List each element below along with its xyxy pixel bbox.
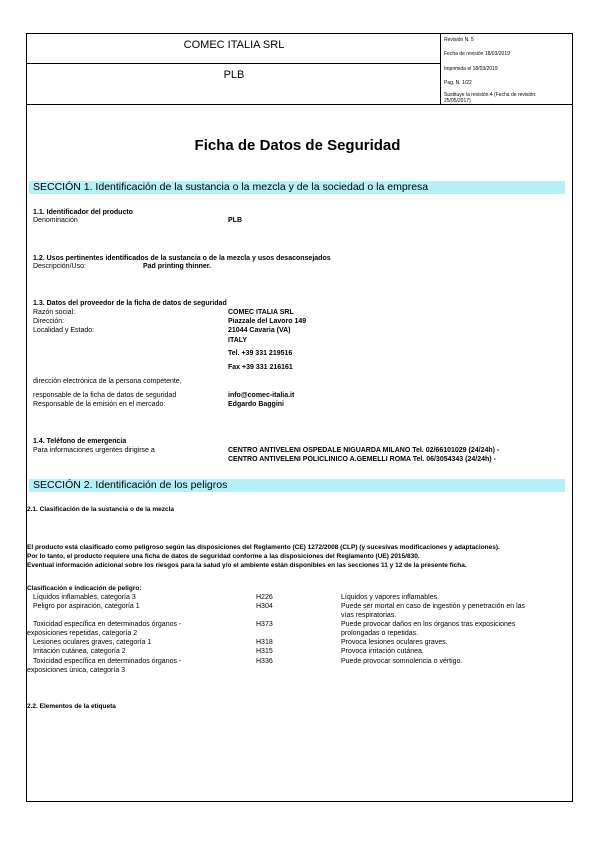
hazard-code: H336: [256, 658, 273, 665]
hazard-class: Toxicidad específica en determinados órganos -: [33, 658, 182, 665]
s21-paragraph: El producto está clasificado como peligroso según las disposiciones del Reglamento (CE) 1272/2008 (CLP) (y sucesivas modificaciones y adaptaciones).: [27, 544, 500, 551]
s11-label: Denominación: [33, 217, 78, 224]
hazard-code: H318: [256, 639, 273, 646]
class-title: Clasificación e indicación de peligro:: [27, 585, 142, 592]
s13-title: 1.3. Datos del proveedor de la ficha de datos de seguridad: [33, 300, 227, 307]
hazard-statement: Provoca lesiones oculares graves.: [341, 639, 448, 646]
hazard-class: Irritación cutánea, categoría 2: [33, 648, 126, 655]
s13-value: Piazzale del Lavoro 149: [228, 318, 307, 325]
header-company: COMEC ITALIA SRL: [183, 39, 285, 51]
s13-emit-label: Responsable de la emisión en el mercado:: [33, 401, 166, 408]
s12-title: 1.2. Usos pertinentes identificados de la sustancia o de la mezcla y usos desaconsejados: [33, 255, 331, 262]
hazard-statement: Puede ser mortal en caso de ingestión y penetración en las: [341, 603, 526, 610]
s13-label: Localidad y Estado:: [33, 327, 95, 334]
s13-label: Dirección:: [33, 318, 65, 325]
s13-email-label: dirección electrónica de la persona competente,: [33, 378, 182, 385]
hazard-class: Líquidos inflamables, categoría 3: [33, 594, 136, 601]
hazard-statement: Provoca irritación cutánea.: [341, 648, 424, 655]
s13-label: Razón social:: [33, 309, 76, 316]
hazard-class: Peligro por aspiración, categoría 1: [33, 603, 140, 610]
hazard-statement-cont: vías respiratorias.: [341, 612, 397, 619]
s13-value: 21044 Cavaria (VA): [228, 327, 291, 334]
s21-title: 2.1. Clasificación de la sustancia o de la mezcla: [27, 506, 175, 513]
s14-label: Para informaciones urgentes dirigirse a: [33, 447, 155, 454]
page-title: Ficha de Datos de Seguridad: [194, 137, 401, 154]
s12-label: Descripción/Uso:: [33, 263, 86, 270]
s21-paragraph: Eventual información adicional sobre los riesgos para la salud y/o el ambiente están disponibles en las secciones 11 y 12 de la presente ficha.: [27, 562, 467, 569]
hazard-statement: Puede provocar somnolencia o vértigo.: [341, 658, 463, 665]
hazard-class: Lesiones oculares graves, categoría 1: [33, 639, 152, 646]
header-replaces-date: 25/05/2017): [444, 98, 471, 104]
hazard-code: H304: [256, 603, 273, 610]
s22-title: 2.2. Elementos de la etiqueta: [27, 703, 116, 710]
s13-tel: Tel. +39 331 219516: [228, 350, 293, 357]
s13-value: COMEC ITALIA SRL: [228, 309, 294, 316]
s11-value: PLB: [228, 217, 242, 224]
s13-resp-value: info@comec-italia.it: [228, 392, 295, 399]
hazard-code: H315: [256, 648, 273, 655]
s13-emit-value: Edgardo Baggini: [228, 401, 284, 408]
s12-value: Pad printing thinner.: [143, 263, 212, 270]
s21-paragraph: Por lo tanto, el producto requiere una ficha de datos de seguridad conforme a las disposiciones del Reglamento (UE) 2015/830.: [27, 553, 420, 560]
s14-value-1: CENTRO ANTIVELENI OSPEDALE NIGUARDA MILANO Tel. 02/66101029 (24/24h) -: [228, 447, 500, 454]
s14-value-2: CENTRO ANTIVELENI POLICLINICO A.GEMELLI ROMA Tel. 06/3054343 (24/24h) -: [228, 456, 496, 463]
header-replaces: Sustituye la revisión:4 (Fecha de revisión:: [444, 92, 537, 98]
hazard-class: Toxicidad específica en determinados órganos -: [33, 621, 182, 628]
hazard-statement-cont: prolongadas o repetidas.: [341, 630, 419, 637]
s13-resp-label: responsable de la ficha de datos de seguridad: [33, 392, 177, 399]
hazard-code: H226: [256, 594, 273, 601]
s14-title: 1.4. Teléfono de emergencia: [33, 438, 127, 445]
hazard-class-cont: exposiciones repetidas, categoría 2: [27, 630, 138, 637]
hazard-class-cont: exposiciones única, categoría 3: [27, 667, 126, 674]
hazard-statement: Líquidos y vapores inflamables.: [341, 594, 440, 601]
header-revision: Revisión N. 5: [444, 37, 474, 43]
section1-heading: SECCIÓN 1. Identificación de la sustancia o la mezcla y de la sociedad o la empresa: [29, 181, 565, 194]
hazard-statement: Puede provocar daños en los órganos tras exposiciones: [341, 621, 516, 628]
header-product: PLB: [223, 69, 245, 81]
s13-fax: Fax +39 331 216161: [228, 364, 293, 371]
header-page: Pag. N. 1/22: [444, 80, 472, 86]
s11-title: 1.1. Identificador del producto: [33, 209, 133, 216]
header-printed: Imprimida el 18/03/2019: [444, 66, 498, 72]
document-header: [26, 33, 573, 105]
hazard-code: H373: [256, 621, 273, 628]
s13-country: ITALY: [228, 337, 248, 344]
header-revision-date: Fecha de revisión 18/03/2019: [444, 51, 510, 57]
section2-heading: SECCIÓN 2. Identificación de los peligros: [29, 479, 565, 492]
